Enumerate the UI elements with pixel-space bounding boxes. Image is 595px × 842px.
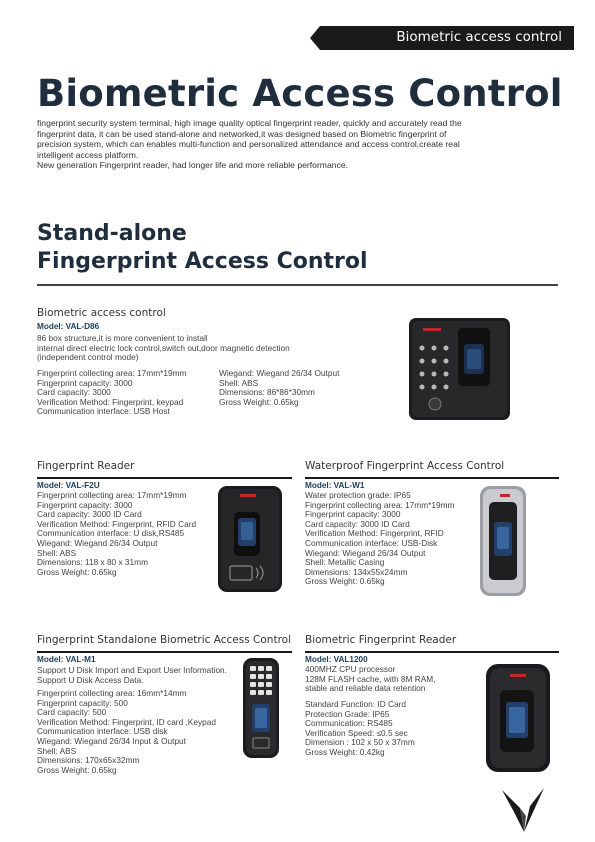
- spec-line: Shell: Metallic Casing: [305, 557, 385, 568]
- intro-line: fingerprint data, it can be used stand-alone and networked,it was designed based on Biometric fingerprint of: [37, 128, 447, 139]
- product-desc-v1200: [305, 665, 436, 694]
- spec-line: Wiegand: Wiegand 26/34 Output: [219, 368, 340, 378]
- spec-line: Card capacity: 3000 ID Card: [305, 518, 410, 529]
- spec-line: Standard Function: ID Card: [305, 699, 406, 709]
- spec-line: Communication interface: U disk,RS485: [37, 528, 185, 539]
- spec-line: Communication interface: USB-Disk: [305, 537, 438, 548]
- spec-line: Gross Weight: 0.65kg: [37, 566, 117, 577]
- spec-line: Protection Grade: IP65: [305, 708, 390, 719]
- intro-line: New generation Fingerprint reader, had longer life and more reliable performance.: [37, 160, 348, 171]
- category-underline: [305, 477, 559, 479]
- category-underline: [37, 477, 292, 479]
- category-tag: [320, 26, 574, 50]
- waterproof-reader-image: [476, 484, 530, 598]
- intro-line: precision system, which can enables multi-function and personalized attendance and access control,create real: [37, 139, 460, 150]
- spec-line: Fingerprint capacity: 3000: [37, 499, 133, 510]
- desc-line: 400MHZ CPU processor: [305, 664, 396, 674]
- spec-line: Shell: ABS: [219, 377, 259, 388]
- spec-line: Verification Speed: ≤0.5 sec: [305, 727, 408, 738]
- product-model-f2u: Model: VAL-F2U: [37, 481, 100, 490]
- spec-line: Wiegand: Wiegand 26/34 Output: [305, 547, 426, 558]
- spec-line: Fingerprint collecting area: 17mm*19mm: [305, 499, 455, 510]
- product-specs-f2u: [37, 491, 196, 577]
- desc-line: Support U Disk Access Data.: [37, 674, 144, 685]
- spec-line: Verification Method: Fingerprint, RFID: [305, 528, 444, 539]
- category-underline: [37, 651, 292, 653]
- spec-line: Verification Method: Fingerprint, ID card ,Keypad: [37, 716, 216, 727]
- section-heading-line1: Stand-alone: [37, 221, 187, 246]
- spec-line: Shell: ABS: [37, 547, 77, 558]
- category-underline: [305, 651, 559, 653]
- product-model-m1: Model: VAL-M1: [37, 655, 96, 664]
- desc-line: 86 box structure,it is more convenient to install: [37, 333, 208, 343]
- product-category-w1: Waterproof Fingerprint Access Control: [305, 460, 505, 472]
- desc-line: Support U Disk Import and Export User Information.: [37, 665, 227, 675]
- product-desc-m1: [37, 666, 227, 685]
- spec-line: Dimensions: 86*86*30mm: [219, 387, 315, 398]
- spec-line: Fingerprint collecting area: 17mm*19mm: [37, 490, 187, 500]
- section-heading-line2: Fingerprint Access Control: [37, 249, 368, 274]
- spec-line: Shell: ABS: [37, 745, 77, 756]
- intro-line: intelligent access platform.: [37, 149, 139, 160]
- fingerprint-reader-image: [482, 662, 556, 776]
- spec-line: Gross Weight: 0.65kg: [305, 576, 385, 587]
- keypad-reader-image: [408, 316, 512, 422]
- card-reader-image: [216, 484, 284, 594]
- product-desc-d86: [37, 334, 290, 363]
- spec-line: Gross Weight: 0.65kg: [37, 764, 117, 775]
- page-title: Biometric Access Control: [37, 72, 563, 115]
- product-specs-v1200: [305, 700, 415, 758]
- product-category-v1200: Biometric Fingerprint Reader: [305, 634, 457, 646]
- spec-line: Verification Method: Fingerprint, RFID Card: [37, 518, 197, 529]
- spec-line: Gross Weight: 0.42kg: [305, 746, 385, 757]
- spec-line: Dimensions: 170x65x32mm: [37, 755, 140, 766]
- section-divider: [37, 284, 558, 286]
- product-category-d86: Biometric access control: [37, 307, 166, 319]
- product-category-m1: Fingerprint Standalone Biometric Access Control: [37, 634, 291, 646]
- spec-line: Wiegand: Wiegand 26/34 Input & Output: [37, 735, 186, 746]
- desc-line: stable and reliable data retention: [305, 683, 426, 694]
- spec-line: Fingerprint collecting area: 16mm*14mm: [37, 688, 187, 698]
- spec-line: Fingerprint capacity: 3000: [37, 377, 133, 388]
- product-specs-d86-left: [37, 369, 186, 417]
- spec-line: Verification Method: Fingerprint, keypad: [37, 396, 184, 407]
- spec-line: Fingerprint collecting area: 17mm*19mm: [37, 368, 187, 378]
- product-model-v1200: Model: VAL1200: [305, 655, 368, 664]
- product-specs-d86-right: [219, 369, 339, 407]
- spec-line: Communication interface: USB disk: [37, 726, 168, 737]
- spec-line: Communication interface: USB Host: [37, 406, 170, 417]
- product-model-d86: Model: VAL-D86: [37, 322, 100, 331]
- section-heading: [37, 220, 368, 276]
- spec-line: Water protection grade: IP65: [305, 490, 411, 500]
- product-specs-w1: [305, 491, 454, 587]
- spec-line: Gross Weight: 0.65kg: [219, 396, 299, 407]
- desc-line: internal direct electric lock control,switch out,door magnetic detection: [37, 342, 290, 353]
- product-model-w1: Model: VAL-W1: [305, 481, 365, 490]
- product-category-f2u: Fingerprint Reader: [37, 460, 135, 472]
- desc-line: (independent control mode): [37, 352, 139, 363]
- spec-line: Card capacity: 3000: [37, 387, 111, 398]
- spec-line: Dimension : 102 x 50 x 37mm: [305, 737, 415, 748]
- intro-line: fingerprint security system terminal, high image quality optical fingerprint reader, quickly and accurately read the: [37, 118, 462, 128]
- intro-text: [37, 118, 557, 171]
- spec-line: Communication: RS485: [305, 718, 393, 729]
- spec-line: Dimensions: 134x55x24mm: [305, 566, 408, 577]
- standalone-keypad-reader-image: [241, 656, 281, 760]
- spec-line: Fingerprint capacity: 500: [37, 697, 128, 708]
- category-tag-label: Biometric access control: [396, 29, 562, 45]
- spec-line: Fingerprint capacity: 3000: [305, 509, 401, 520]
- spec-line: Wiegand: Wiegand 26/34 Output: [37, 537, 158, 548]
- spec-line: Dimensions: 118 x 80 x 31mm: [37, 557, 148, 568]
- spec-line: Card capacity: 3000 ID Card: [37, 509, 142, 520]
- spec-line: Card capacity: 500: [37, 707, 107, 718]
- desc-line: 128M FLASH cache, with 8M RAM,: [305, 673, 436, 684]
- product-specs-m1: [37, 689, 216, 775]
- brand-logo-icon: [500, 786, 546, 834]
